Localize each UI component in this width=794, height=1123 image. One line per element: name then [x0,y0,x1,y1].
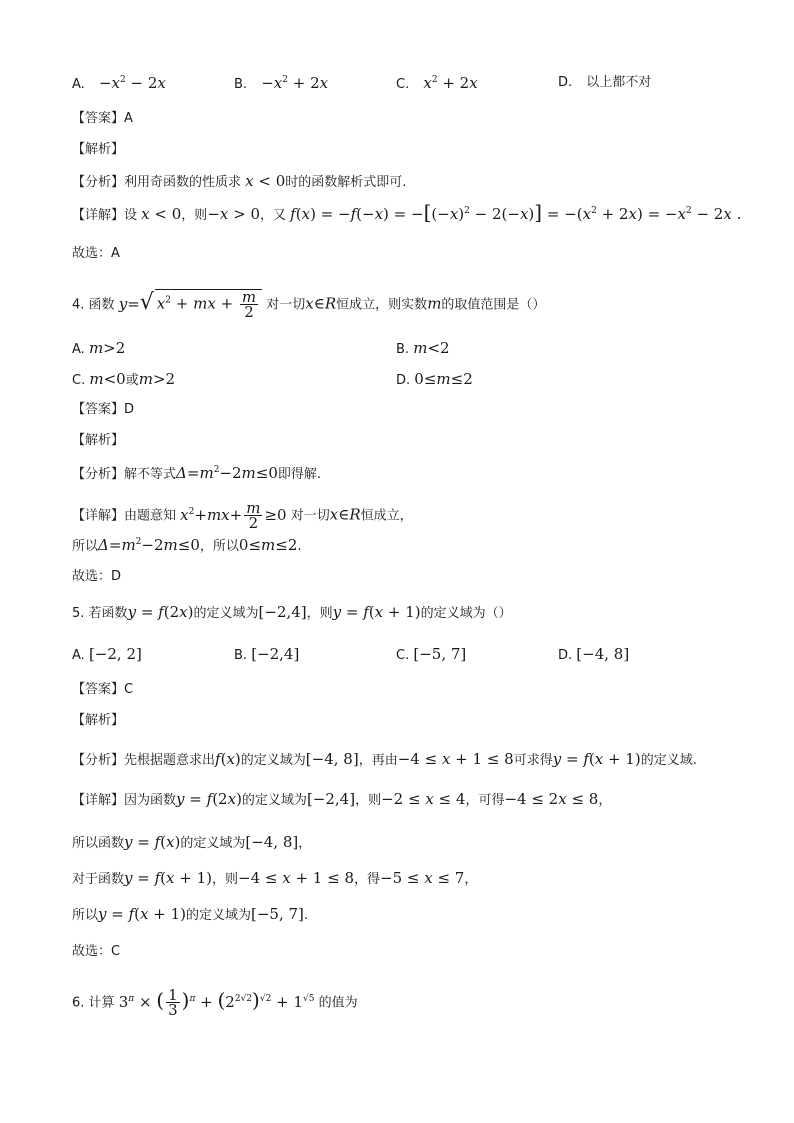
stem-text: 对一切 [266,297,306,313]
option-label: B. [396,342,410,357]
q6-stem: 6. 计算 $3^\pi$ × ( $\frac{1}{3}$ )$^\pi + (2^{2√2})^{√2} + 1^{√5}$ 的值为 [72,986,358,1019]
q5-option-b [234,645,299,665]
q4-suoyi: 所以$\Delta=m^2-2m\le 0$，所以0≤m≤2. [72,536,302,554]
fenxi-text: 即得解. [277,467,322,482]
xiangjie-label: 【详解】 [72,793,125,808]
q4-option-b: B. m<2 [396,339,450,357]
option-label: A. [72,648,85,663]
answer-label: 【答案】 [72,111,125,126]
xiangjie-text: ，则 [181,208,208,223]
fenxi-text: 解不等式 [124,467,177,482]
q4-xiangjie: 【详解】由题意知 $x^2+mx+$ $\frac{m}{2}$ ≥0 对一切x∈R恒成立， [72,499,413,532]
q4-option-c: C. m<0或m>2 [72,370,176,388]
fenxi-text: 的定义域为 [240,753,306,768]
text: 所以 [72,908,99,923]
xiangjie-text: ，可得 [465,793,505,808]
q3-fenxi: 【分析】利用奇函数的性质求 x < 0时的函数解析式即可. [72,172,407,190]
stem-text: 函数 [88,297,115,313]
q4-analysis-label: 【解析】 [72,433,125,448]
fenxi-text: 利用奇函数的性质求 [124,175,242,190]
option-label: D. [396,373,411,388]
fenxi-label: 【分析】 [72,753,125,768]
question-number: 4. [72,297,85,313]
option-label: A. [72,77,85,92]
text: ，所以 [199,539,239,554]
answer-value: D [124,402,135,417]
answer-label: 【答案】 [72,682,125,697]
xiangjie-text: ，则 [355,793,382,808]
fenxi-text: 的定义域. [640,753,697,768]
xiangjie-value: [−2,4] [306,790,356,808]
q5-xiangjie: 【详解】因为函数y = f(2x)的定义域为[−2,4]，则−2 ≤ x ≤ 4，可得−4 ≤ 2x ≤ 8， [72,790,612,808]
q4-stem: 4. 函数 y=√ $x^2$ + mx + $\frac{m}{2}$ 对一切x∈R恒成立，则实数m的取值范围是（） [72,288,546,321]
text: 对于函数 [72,872,125,887]
q3-xiangjie: 【详解】设 x < 0，则−x > 0，又 $f(x) = -f(-x) = -[(-x)^2 - 2(-x)] = -(x^2 + 2x) = -x^2 - 2x$ . [72,200,742,224]
q3-option-c: C. $x^2 + 2x$ [396,74,478,92]
value: [−5, 7] [251,905,304,923]
option-label: A. [72,342,85,357]
fenxi-text: 时的函数解析式即可. [285,175,407,190]
stem-text: 的定义域为 [193,606,259,621]
text: ， [464,872,478,887]
q5-analysis-label: 【解析】 [72,713,125,728]
stem-text: 的值为 [318,995,358,1011]
text: 的定义域为 [186,908,252,923]
answer-value: A [124,111,133,126]
q3-option-d [558,74,651,92]
stem-text: 的定义域为（） [420,606,512,621]
stem-text: 计算 [88,995,115,1011]
question-number: 5. [72,606,85,621]
q5-choose: 故选：C [72,944,121,959]
fenxi-text: ，再由 [358,753,398,768]
option-label: D. [558,648,573,663]
xiangjie-text: 的定义域为 [241,793,307,808]
text: 所以函数 [72,836,125,851]
q3-option-a: A. $-x^2 - 2x$ [72,74,166,92]
option-label: B. [234,77,248,92]
xiangjie-text: 设 [124,208,138,223]
q5-option-d [558,645,629,665]
stem-text: ，则 [306,606,333,621]
q5-stem: 5. 若函数y = f(2x)的定义域为[−2,4]，则y = f(x + 1)的定义域为（） [72,603,512,621]
stem-text: 恒成立，则实数 [336,297,428,313]
q4-option-a: A. m>2 [72,339,126,357]
text: 的定义域为 [180,836,246,851]
q3-option-b: B. $-x^2 + 2x$ [234,74,329,92]
q5-line4: 所以y = f(x + 1)的定义域为[−5, 7]. [72,905,309,923]
value: [−4, 8] [245,833,299,851]
fenxi-text: 可求得 [513,753,553,768]
q5-line3: 对于函数y = f(x + 1)，则−4 ≤ x + 1 ≤ 8，得−5 ≤ x ≤ 7， [72,869,478,887]
option-value: [−4, 8] [576,645,630,663]
option-text: 或 [125,373,139,388]
option-value: [−2, 2] [88,645,142,663]
fenxi-text: 先根据题意求出 [124,753,216,768]
q4-choose: 故选：D [72,569,122,584]
option-value: [−2,4] [251,645,300,663]
xiangjie-text: 对一切 [290,508,330,524]
xiangjie-text: 因为函数 [124,793,177,808]
q5-fenxi: 【分析】先根据题意求出f(x)的定义域为[−4, 8]，再由−4 ≤ x + 1 ≤ 8可求得y = f(x + 1)的定义域. [72,750,697,768]
xiangjie-text: 由题意知 [124,508,177,524]
q4-answer [72,401,134,419]
text: ，得 [354,872,381,887]
option-label: C. [396,77,410,92]
text: ，则 [212,872,239,887]
xiangjie-text: ， [598,793,612,808]
text: 所以 [72,539,99,554]
option-label: C. [72,373,86,388]
fenxi-value: [−4, 8] [305,750,359,768]
text: ， [298,836,312,851]
option-label: B. [234,648,248,663]
q4-fenxi: 【分析】解不等式$\Delta=m^2-2m\le 0$即得解. [72,464,322,482]
text: . [303,908,309,923]
option-value: [−5, 7] [413,645,467,663]
stem-text: 的取值范围是（） [441,297,546,313]
q5-option-c [396,645,466,665]
q5-line2: 所以函数y = f(x)的定义域为[−4, 8]， [72,833,312,851]
question-number: 6. [72,995,85,1011]
text: . [297,539,302,554]
xiangjie-text: 恒成立， [360,508,413,524]
q5-answer [72,681,133,699]
q3-answer [72,110,133,128]
xiangjie-text: ，又 [260,208,287,223]
fenxi-label: 【分析】 [72,175,125,190]
stem-text: 若函数 [88,606,128,621]
answer-label: 【答案】 [72,402,125,417]
xiangjie-label: 【详解】 [72,208,125,223]
q5-option-a [72,645,142,665]
q4-option-d: D. 0≤m≤2 [396,370,473,388]
q3-analysis-label: 【解析】 [72,142,125,157]
option-label: D. [558,75,573,90]
option-label: C. [396,648,410,663]
answer-value: C [124,682,134,697]
fenxi-label: 【分析】 [72,467,125,482]
q3-choose: 故选：A [72,246,120,261]
xiangjie-label: 【详解】 [72,508,125,524]
option-text: 以上都不对 [586,75,652,90]
